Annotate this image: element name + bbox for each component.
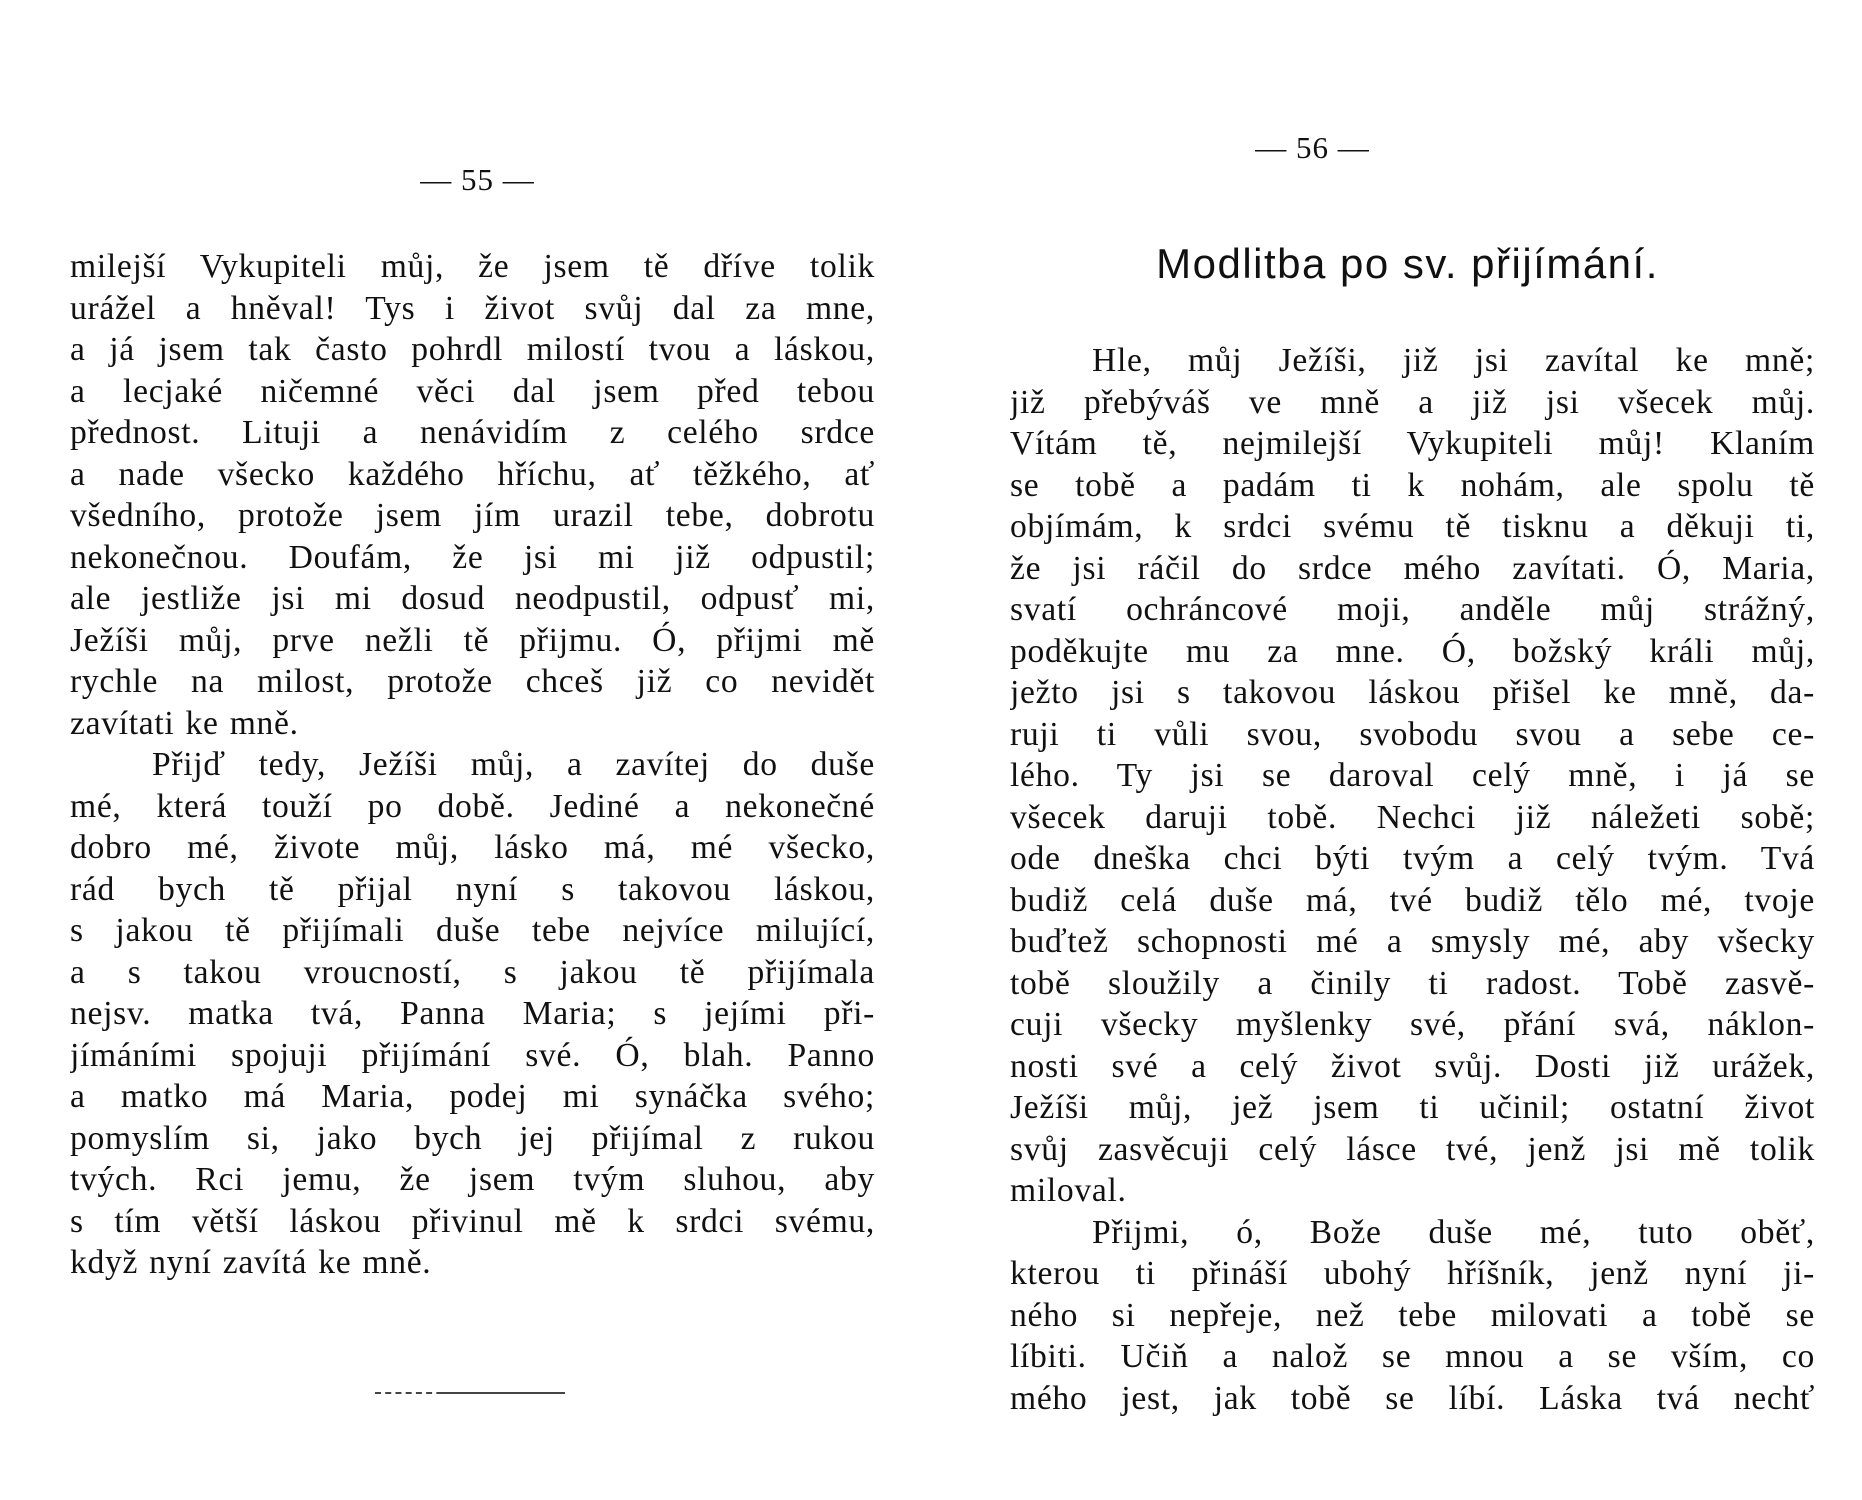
text-line: Přijmi, ó, Bože duše mé, tuto oběť, <box>1092 1213 1815 1251</box>
left-page-text <box>70 246 875 1284</box>
text-line: mé, která touží po době. Jediné a nekonečné <box>70 787 875 825</box>
end-rule-divider <box>375 1392 565 1394</box>
text-line: ného si nepřeje, než tebe milovati a tobě se <box>1010 1296 1815 1334</box>
text-line: a já jsem tak často pohrdl milostí tvou a láskou, <box>70 331 875 368</box>
text-line: buďtež schopnosti mé a smysly mé, aby všecky <box>1010 923 1815 960</box>
text-line: lého. Ty jsi se daroval celý mně, i já se <box>1010 757 1815 794</box>
text-line: budiž celá duše má, tvé budiž tělo mé, tvoje <box>1010 881 1815 919</box>
text-line: Přijď tedy, Ježíši můj, a zavítej do duše <box>152 746 875 783</box>
text-line: a nade všecko každého hříchu, ať těžkého, ať <box>70 455 875 493</box>
text-line: všecek daruji tobě. Nechci již náležeti sobě; <box>1010 798 1815 836</box>
text-line: jímáními spojuji přijímání své. Ó, blah. Panno <box>70 1036 875 1074</box>
right-page-text <box>1010 340 1815 1419</box>
text-line: nekonečnou. Doufám, že jsi mi již odpustil; <box>70 538 875 576</box>
text-line: zavítati ke mně. <box>70 704 299 742</box>
page-number-left: — 55 — <box>420 162 535 197</box>
text-line: s tím větší láskou přivinul mě k srdci svému, <box>70 1202 875 1240</box>
text-line: dobro mé, živote můj, lásko má, mé všecko, <box>70 829 875 866</box>
text-line: urážel a hněval! Tys i život svůj dal za mne, <box>70 289 875 327</box>
left-page <box>70 0 875 1500</box>
text-line: svůj zasvěcuji celý lásce tvé, jenž jsi mě tolik <box>1010 1130 1815 1168</box>
text-line: se tobě a padám ti k nohám, ale spolu tě <box>1010 466 1815 504</box>
text-line: cuji všecky myšlenky své, přání svá, náklon- <box>1010 1006 1815 1043</box>
page-number-right: — 56 — <box>1255 130 1370 165</box>
prayer-heading: Modlitba po sv. přijímání. <box>1156 240 1659 287</box>
text-line: přednost. Lituji a nenávidím z celého srdce <box>70 414 875 451</box>
text-line: a s takou vroucností, s jakou tě přijímala <box>70 953 875 991</box>
text-line: když nyní zavítá ke mně. <box>70 1244 432 1281</box>
right-page <box>1010 0 1815 1500</box>
text-line: a lecjaké ničemné věci dal jsem před tebou <box>70 372 875 410</box>
text-line: poděkujte mu za mne. Ó, božský králi můj, <box>1010 632 1815 670</box>
text-line: nejsv. matka tvá, Panna Maria; s jejími při- <box>70 995 875 1032</box>
text-line: miloval. <box>1010 1172 1127 1209</box>
text-line: tvých. Rci jemu, že jsem tvým sluhou, aby <box>70 1161 875 1198</box>
text-line: ježto jsi s takovou láskou přišel ke mně, da- <box>1010 674 1815 711</box>
text-line: rád bych tě přijal nyní s takovou láskou, <box>70 870 875 908</box>
text-line: a matko má Maria, podej mi synáčka svého; <box>70 1078 875 1115</box>
text-line: všedního, protože jsem jím urazil tebe, dobrotu <box>70 497 875 534</box>
text-line: líbiti. Učiň a nalož se mnou a se vším, co <box>1010 1338 1815 1375</box>
text-line: tobě sloužily a činily ti radost. Tobě zasvě- <box>1010 964 1815 1002</box>
text-line: pomyslím si, jako bych jej přijímal z rukou <box>70 1119 875 1157</box>
text-line: milejší Vykupiteli můj, že jsem tě dříve tolik <box>70 248 875 285</box>
text-line: Vítám tě, nejmilejší Vykupiteli můj! Klaním <box>1010 425 1815 462</box>
text-line: nosti své a celý život svůj. Dosti již urážek, <box>1010 1047 1815 1085</box>
text-line: mého jest, jak tobě se líbí. Láska tvá nechť <box>1010 1379 1815 1417</box>
text-line: objímám, k srdci svému tě tisknu a děkuji ti, <box>1010 508 1815 545</box>
text-line: svatí ochráncové moji, anděle můj strážný, <box>1010 591 1815 628</box>
text-line: Hle, můj Ježíši, již jsi zavítal ke mně; <box>1092 342 1815 379</box>
text-line: Ježíši můj, prve nežli tě přijmu. Ó, přijmi mě <box>70 621 875 659</box>
text-line: kterou ti přináší ubohý hříšník, jenž nyní ji- <box>1010 1255 1815 1292</box>
text-line: ode dneška chci býti tvým a celý tvým. Tvá <box>1010 840 1815 877</box>
text-line: ruji ti vůli svou, svobodu svou a sebe ce- <box>1010 715 1815 753</box>
text-line: že jsi ráčil do srdce mého zavítati. Ó, Maria, <box>1010 549 1815 587</box>
text-line: rychle na milost, protože chceš již co nevidět <box>70 663 875 700</box>
text-line: ale jestliže jsi mi dosud neodpustil, odpusť mi, <box>70 580 875 617</box>
text-line: již přebýváš ve mně a již jsi všecek můj. <box>1010 383 1815 421</box>
text-line: Ježíši můj, jež jsem ti učinil; ostatní život <box>1010 1089 1815 1126</box>
text-line: s jakou tě přijímali duše tebe nejvíce milující, <box>70 912 875 949</box>
